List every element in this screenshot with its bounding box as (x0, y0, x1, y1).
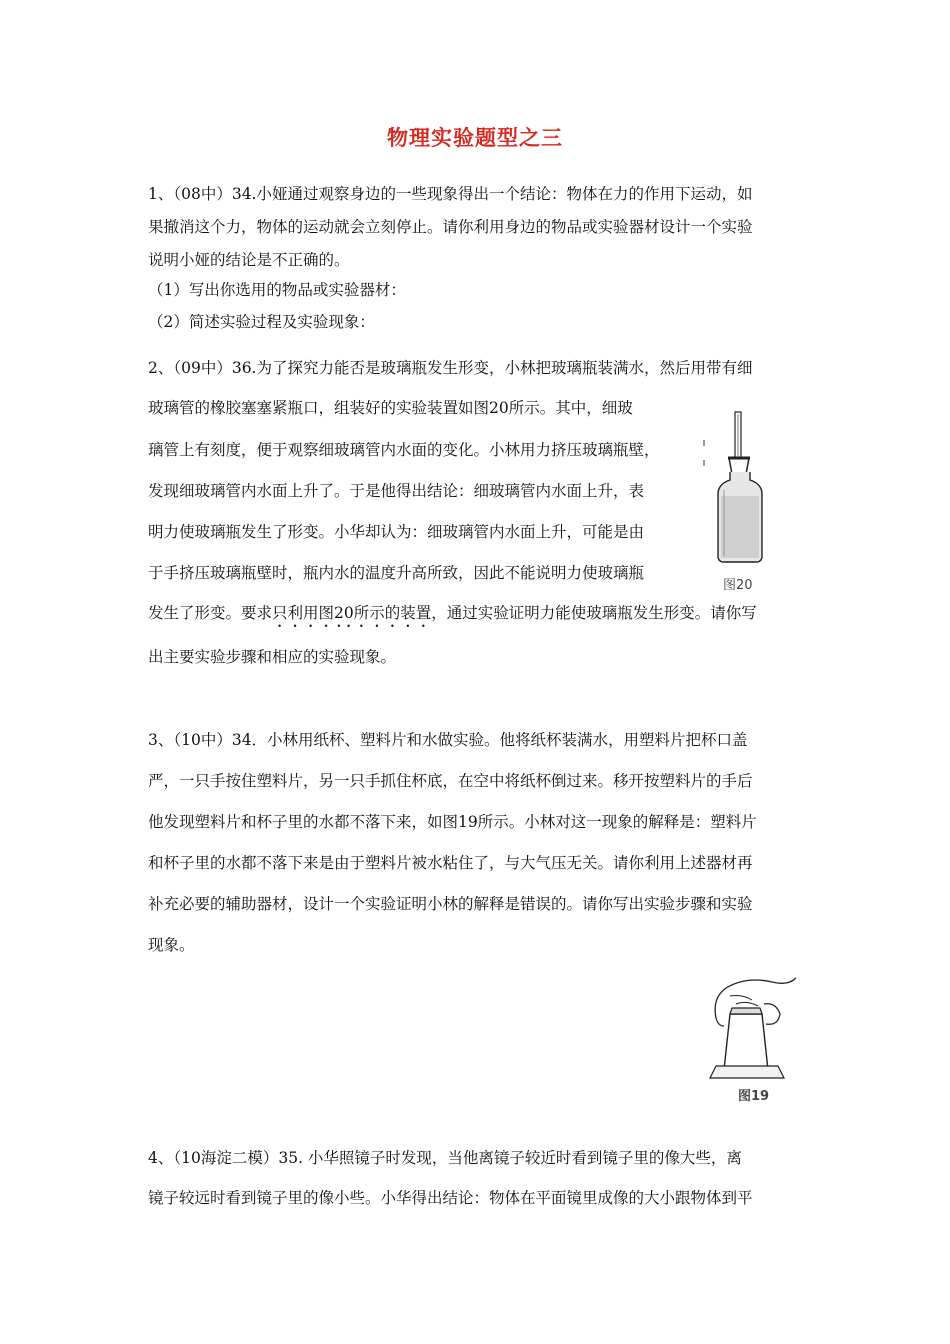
q1-line-2: 果撤消这个力，物体的运动就会立刻停止。请你利用身边的物品或实验器材设计一个实验 (148, 218, 753, 236)
q2-line-7-pre: 发生了形变。要求 (148, 604, 273, 622)
q3-line-3: 他发现塑料片和杯子里的水都不落下来，如图19所示。小林对这一现象的解释是：塑料片 (148, 813, 757, 831)
q1-line-1: 1、（08中）34.小娅通过观察身边的一些现象得出一个结论：物体在力的作用下运动，如 (148, 185, 753, 203)
q3-line-1: 3、（10中）34．小林用纸杯、塑料片和水做实验。他将纸杯装满水，用塑料片把杯口盖 (148, 731, 748, 749)
q2-line-8: 出主要实验步骤和相应的实验现象。 (148, 648, 397, 666)
figure-20-caption: 图20 (723, 578, 753, 593)
q4-line-2: 镜子较远时看到镜子里的像小些。小华得出结论：物体在平面镜里成像的大小跟物体到平 (148, 1189, 753, 1207)
q3-line-2: 严，一只手按住塑料片，另一只手抓住杯底，在空中将纸杯倒过来。移开按塑料片的手后 (148, 772, 753, 790)
q3-line-4: 和杯子里的水都不落下来是由于塑料片被水粘住了，与大气压无关。请你利用上述器材再 (148, 854, 753, 872)
q1-sub-1: （1）写出你选用的物品或实验器材： (148, 281, 406, 299)
figure-19-caption: 图19 (738, 1089, 770, 1104)
q3-line-5: 补充必要的辅助器材，设计一个实验证明小林的解释是错误的。请你写出实验步骤和实验 (148, 895, 753, 913)
q1-line-3: 说明小娅的结论是不正确的。 (148, 251, 350, 269)
bottle-figure (700, 408, 780, 568)
q2-line-2: 玻璃管的橡胶塞塞紧瓶口，组装好的实验装置如图20所示。其中，细玻 (148, 399, 633, 417)
q2-line-5: 明力使玻璃瓶发生了形变。小华却认为：细玻璃管内水面上升，可能是由 (148, 523, 645, 541)
q3-line-6: 现象。 (148, 936, 195, 954)
q4-line-1: 4、（10海淀二模）35. 小华照镜子时发现，当他离镜子较近时看到镜子里的像大些，离 (148, 1149, 742, 1167)
cup-figure (706, 974, 802, 1082)
q2-line-4: 发现细玻璃管内水面上升了。于是他得出结论：细玻璃管内水面上升，表 (148, 482, 645, 500)
q2-line-7 (148, 603, 757, 631)
q2-line-7-emphasis: 只利用图20所示的装置 (272, 604, 432, 622)
q2-line-6: 于手挤压玻璃瓶壁时，瓶内水的温度升高所致，因此不能说明力使玻璃瓶 (148, 564, 645, 582)
q2-line-7-post: ，通过实验证明力能使玻璃瓶发生形变。请你写 (431, 604, 757, 622)
page-title: 物理实验题型之三 (387, 126, 563, 150)
q2-line-1: 2、（09中）36.为了探究力能否是玻璃瓶发生形变，小林把玻璃瓶装满水，然后用带有细 (148, 359, 753, 377)
q1-sub-2: （2）简述实验过程及实验现象： (148, 313, 375, 331)
q2-line-3: 璃管上有刻度，便于观察细玻璃管内水面的变化。小林用力挤压玻璃瓶壁， (148, 441, 660, 459)
